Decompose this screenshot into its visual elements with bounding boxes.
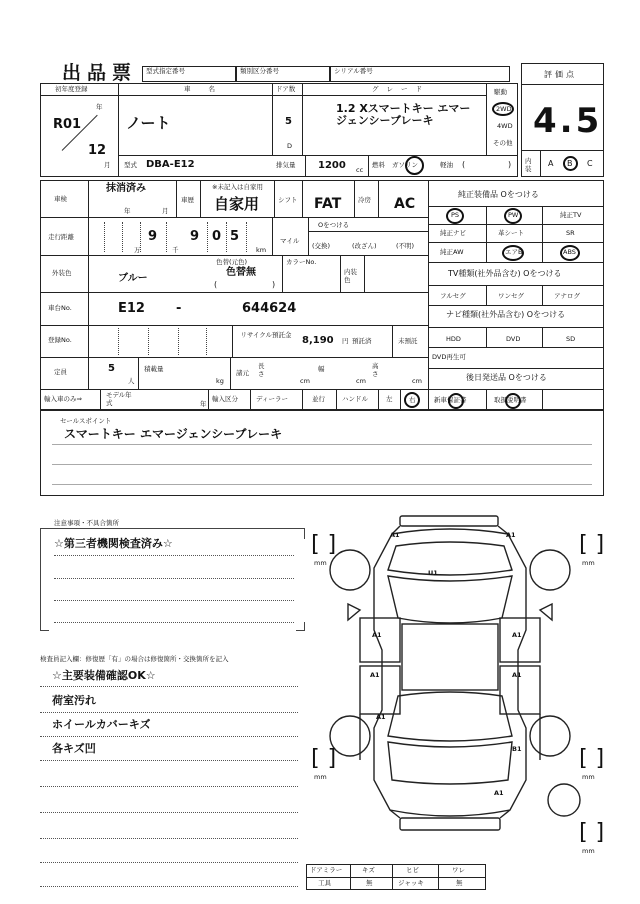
ac-label: 冷房	[358, 196, 371, 204]
later-manual: 取扱説明書	[494, 396, 527, 404]
mm-left-top: mm	[314, 559, 327, 567]
later-manual-circle	[505, 393, 521, 409]
later-warranty: 新車保証書	[434, 396, 467, 404]
first-reg-month: 12	[88, 143, 107, 158]
model-year-label: モデル年式	[106, 391, 132, 407]
model-year-unit: 年	[200, 400, 207, 408]
color-change-paren-open: (	[214, 280, 218, 289]
mileage-digit-1: 9	[148, 229, 158, 244]
first-reg-month-unit: 月	[104, 161, 111, 169]
tv-analog: アナログ	[554, 292, 580, 300]
notes-cargo: 荷室汚れ	[52, 694, 96, 707]
bracket-spare-close: ]	[594, 820, 608, 845]
legend-crack: ヒビ	[406, 866, 419, 874]
equipment-title: 純正装備品 Oをつける	[458, 190, 539, 199]
serial-label: シリアル番号	[334, 67, 373, 75]
import-label: 輸入車のみ⇒	[44, 395, 82, 403]
tv-one: ワンセグ	[498, 292, 524, 300]
damage-mark-rear-right: B1	[512, 745, 522, 753]
sales-point-label: セールスポイント	[60, 417, 112, 425]
class-label: 類別区分番号	[240, 67, 279, 75]
later-warranty-circle	[448, 393, 464, 409]
displacement-unit: cc	[356, 166, 364, 174]
history-label: 車歴	[181, 196, 194, 204]
handle-label: ハンドル	[342, 395, 368, 403]
recycle-unit: 円	[342, 337, 349, 345]
mileage-digit-4: 5	[230, 229, 240, 244]
bracket-left-bottom: [	[308, 746, 322, 771]
interior-color-label: 内装色	[344, 268, 357, 284]
type-cert-label: 型式指定番号	[146, 67, 185, 75]
sales-point-text: スマートキー エマージェンシーブレーキ	[64, 427, 283, 441]
shift-label: シフト	[278, 196, 298, 204]
chassis-number: 644624	[242, 301, 297, 316]
legend-break: ワレ	[452, 866, 465, 874]
equip-tv: 純正TV	[560, 211, 582, 219]
recycle-label: リサイクル預託金	[240, 331, 292, 339]
fuel-gas-circle	[405, 156, 424, 175]
width-unit: cm	[356, 377, 366, 385]
damage-mark-door-rr: A1	[512, 671, 522, 679]
dvd-label: DVD再生可	[432, 353, 466, 361]
equip-pw: PW	[508, 211, 519, 219]
navi-sd: SD	[566, 335, 576, 343]
mm-spare: mm	[582, 847, 595, 855]
damage-mark-hood: U1	[428, 569, 438, 577]
history-note: ※未記入は自家用	[212, 183, 263, 191]
shaken-year: 年	[124, 207, 131, 215]
capacity-value: 5	[108, 363, 115, 374]
car-name-label: 車名	[184, 85, 233, 93]
navi-title: ナビ種類(社外品含む) Oをつける	[446, 310, 566, 319]
doors-value: 5	[285, 116, 292, 127]
interior-grade-a: A	[548, 159, 554, 168]
mileage-km: km	[256, 246, 267, 254]
displacement-value: 1200	[318, 160, 346, 171]
equip-navi: 純正ナビ	[440, 229, 466, 237]
mileage-man: 万	[134, 246, 141, 254]
notes-main-equip: ☆主要装備確認OK☆	[52, 669, 156, 682]
inspector-label: 検査員記入欄：修復歴「有」の場合は修復箇所・交換箇所を記入	[40, 655, 229, 663]
history-value: 自家用	[214, 195, 260, 213]
height-unit: cm	[412, 377, 422, 385]
mileage-circle-note: Oをつける	[318, 221, 350, 229]
ac-value: AC	[394, 196, 416, 212]
bracket-left-bottom-close: ]	[326, 746, 340, 771]
bracket-left-top-close: ]	[326, 532, 340, 557]
damage-mark-front-left: A1	[390, 531, 400, 539]
mm-right-bottom: mm	[582, 773, 595, 781]
damage-mark-rear-left: A1	[376, 713, 386, 721]
capacity-unit: 人	[128, 377, 135, 385]
rating-value: 4.5	[533, 101, 603, 141]
navi-hdd: HDD	[446, 335, 461, 343]
mileage-mile: マイル	[280, 237, 300, 245]
legend-tools: 工具	[318, 879, 331, 887]
legend-tools-value: 無	[366, 879, 373, 887]
later-title: 後日発送品 Oをつける	[466, 373, 547, 382]
interior-grade-c: C	[587, 159, 593, 168]
legend-jack: ジャッキ	[398, 879, 424, 887]
bracket-right-bottom: [	[576, 746, 590, 771]
first-reg-year-unit: 年	[96, 103, 103, 111]
chassis-label: 車台No.	[48, 304, 72, 312]
fuel-label: 燃料	[372, 161, 385, 169]
shaken-month: 月	[162, 207, 169, 215]
drive-4wd: 4WD	[497, 122, 513, 130]
doors-label: ドア数	[276, 85, 296, 93]
model-label: 型式	[124, 161, 137, 169]
length-unit: cm	[300, 377, 310, 385]
color-change-paren-close: )	[272, 280, 276, 289]
reg-no-label: 登録No.	[48, 336, 72, 344]
model-value: DBA-E12	[146, 159, 195, 170]
chassis-dash: -	[176, 301, 182, 316]
mm-right-top: mm	[582, 559, 595, 567]
load-unit: kg	[216, 377, 224, 385]
navi-dvd: DVD	[506, 335, 521, 343]
fuel-gasoline: ガソリン	[392, 161, 418, 169]
tv-title: TV種類(社外品含む) Oをつける	[448, 269, 562, 278]
color-no-label: カラーNo.	[286, 258, 317, 266]
equip-abs: ABS	[563, 248, 576, 256]
bracket-right-top-close: ]	[594, 532, 608, 557]
exterior-value: ブルー	[118, 273, 148, 284]
bracket-spare: [	[576, 820, 590, 845]
legend-scratch: キズ	[362, 866, 375, 874]
bracket-right-bottom-close: ]	[594, 746, 608, 771]
handle-left: 左	[386, 395, 393, 403]
damage-mark-door-fr: A1	[512, 631, 522, 639]
mileage-swap: (交換)	[312, 242, 331, 250]
drive-2wd: 2WD	[496, 105, 512, 113]
grade-value: 1.2 Xスマートキー エマージェンシーブレーキ	[336, 102, 471, 127]
mileage-altered: (改ざん)	[352, 242, 377, 250]
notes-label: 注意事項・不具合箇所	[54, 519, 119, 527]
exterior-label: 外装色	[52, 269, 72, 277]
recycle-value: 8,190	[302, 335, 334, 346]
dims-label: 諸元	[236, 369, 249, 377]
notes-scratches: 各キズ凹	[52, 742, 96, 755]
color-change-label: 色替(元色)	[216, 258, 248, 266]
tv-full: フルセグ	[440, 292, 466, 300]
equip-leather: 革シート	[498, 229, 524, 237]
legend-mirror: ドアミラー	[310, 866, 343, 874]
load-label: 積載量	[144, 365, 164, 373]
rating-label: 評価点	[544, 70, 577, 79]
first-reg-label: 初年度登録	[55, 85, 88, 93]
equip-ps: PS	[451, 211, 460, 219]
damage-mark-door-rl: A1	[370, 671, 380, 679]
mileage-digit-3: 0	[212, 229, 222, 244]
drive-label: 駆動	[494, 88, 507, 96]
fuel-light: 軽油	[440, 161, 453, 169]
damage-mark-front-right: A1	[506, 531, 516, 539]
interior-label: 内装	[525, 157, 532, 173]
car-damage-diagram	[300, 510, 600, 876]
sheet-title: 出品票	[62, 62, 138, 84]
bracket-right-top: [	[576, 532, 590, 557]
equip-airbag: エアB	[505, 248, 523, 256]
width-label: 幅	[318, 365, 325, 373]
damage-mark-rear-bumper: A1	[494, 789, 504, 797]
drive-other: その他	[493, 139, 513, 147]
mileage-unknown: (不明)	[396, 242, 415, 250]
equip-aw: 純正AW	[440, 248, 464, 256]
recycle-unpaid: 未預託	[398, 337, 418, 345]
notes-line-1: ☆第三者機関検査済み☆	[54, 537, 173, 550]
capacity-label: 定員	[54, 368, 67, 376]
equip-sr: SR	[566, 229, 575, 237]
legend-jack-value: 無	[456, 879, 463, 887]
grade-label: グレード	[372, 85, 430, 93]
fuel-paren-close: )	[508, 160, 512, 169]
shaken-label: 車検	[54, 195, 67, 203]
bracket-left-top: [	[308, 532, 322, 557]
shaken-value: 抹消済み	[106, 183, 146, 194]
import-class-label: 輸入区分	[212, 395, 238, 403]
height-label: 高さ	[372, 362, 379, 378]
color-change-value: 色替無	[226, 267, 256, 278]
car-name-value: ノート	[126, 114, 171, 132]
shift-value: FAT	[314, 196, 342, 212]
import-parallel: 並行	[312, 395, 325, 403]
import-dealer: ディーラー	[256, 395, 288, 403]
handle-right: 右	[409, 396, 416, 404]
chassis-prefix: E12	[118, 301, 145, 316]
mm-left-bottom: mm	[314, 773, 327, 781]
doors-sub: D	[287, 142, 293, 150]
mileage-digit-2: 9	[190, 229, 200, 244]
first-reg-era: R01	[53, 117, 82, 132]
interior-grade-b: B	[567, 159, 573, 168]
recycle-paid: 預託済	[352, 337, 372, 345]
length-label: 長さ	[258, 362, 265, 378]
displacement-label: 排気量	[276, 161, 296, 169]
mileage-sen: 千	[172, 246, 179, 254]
notes-wheel-cover: ホイールカバーキズ	[52, 718, 151, 731]
mileage-label: 走行距離	[48, 233, 74, 241]
damage-mark-door-fl: A1	[372, 631, 382, 639]
fuel-paren-open: (	[462, 160, 466, 169]
